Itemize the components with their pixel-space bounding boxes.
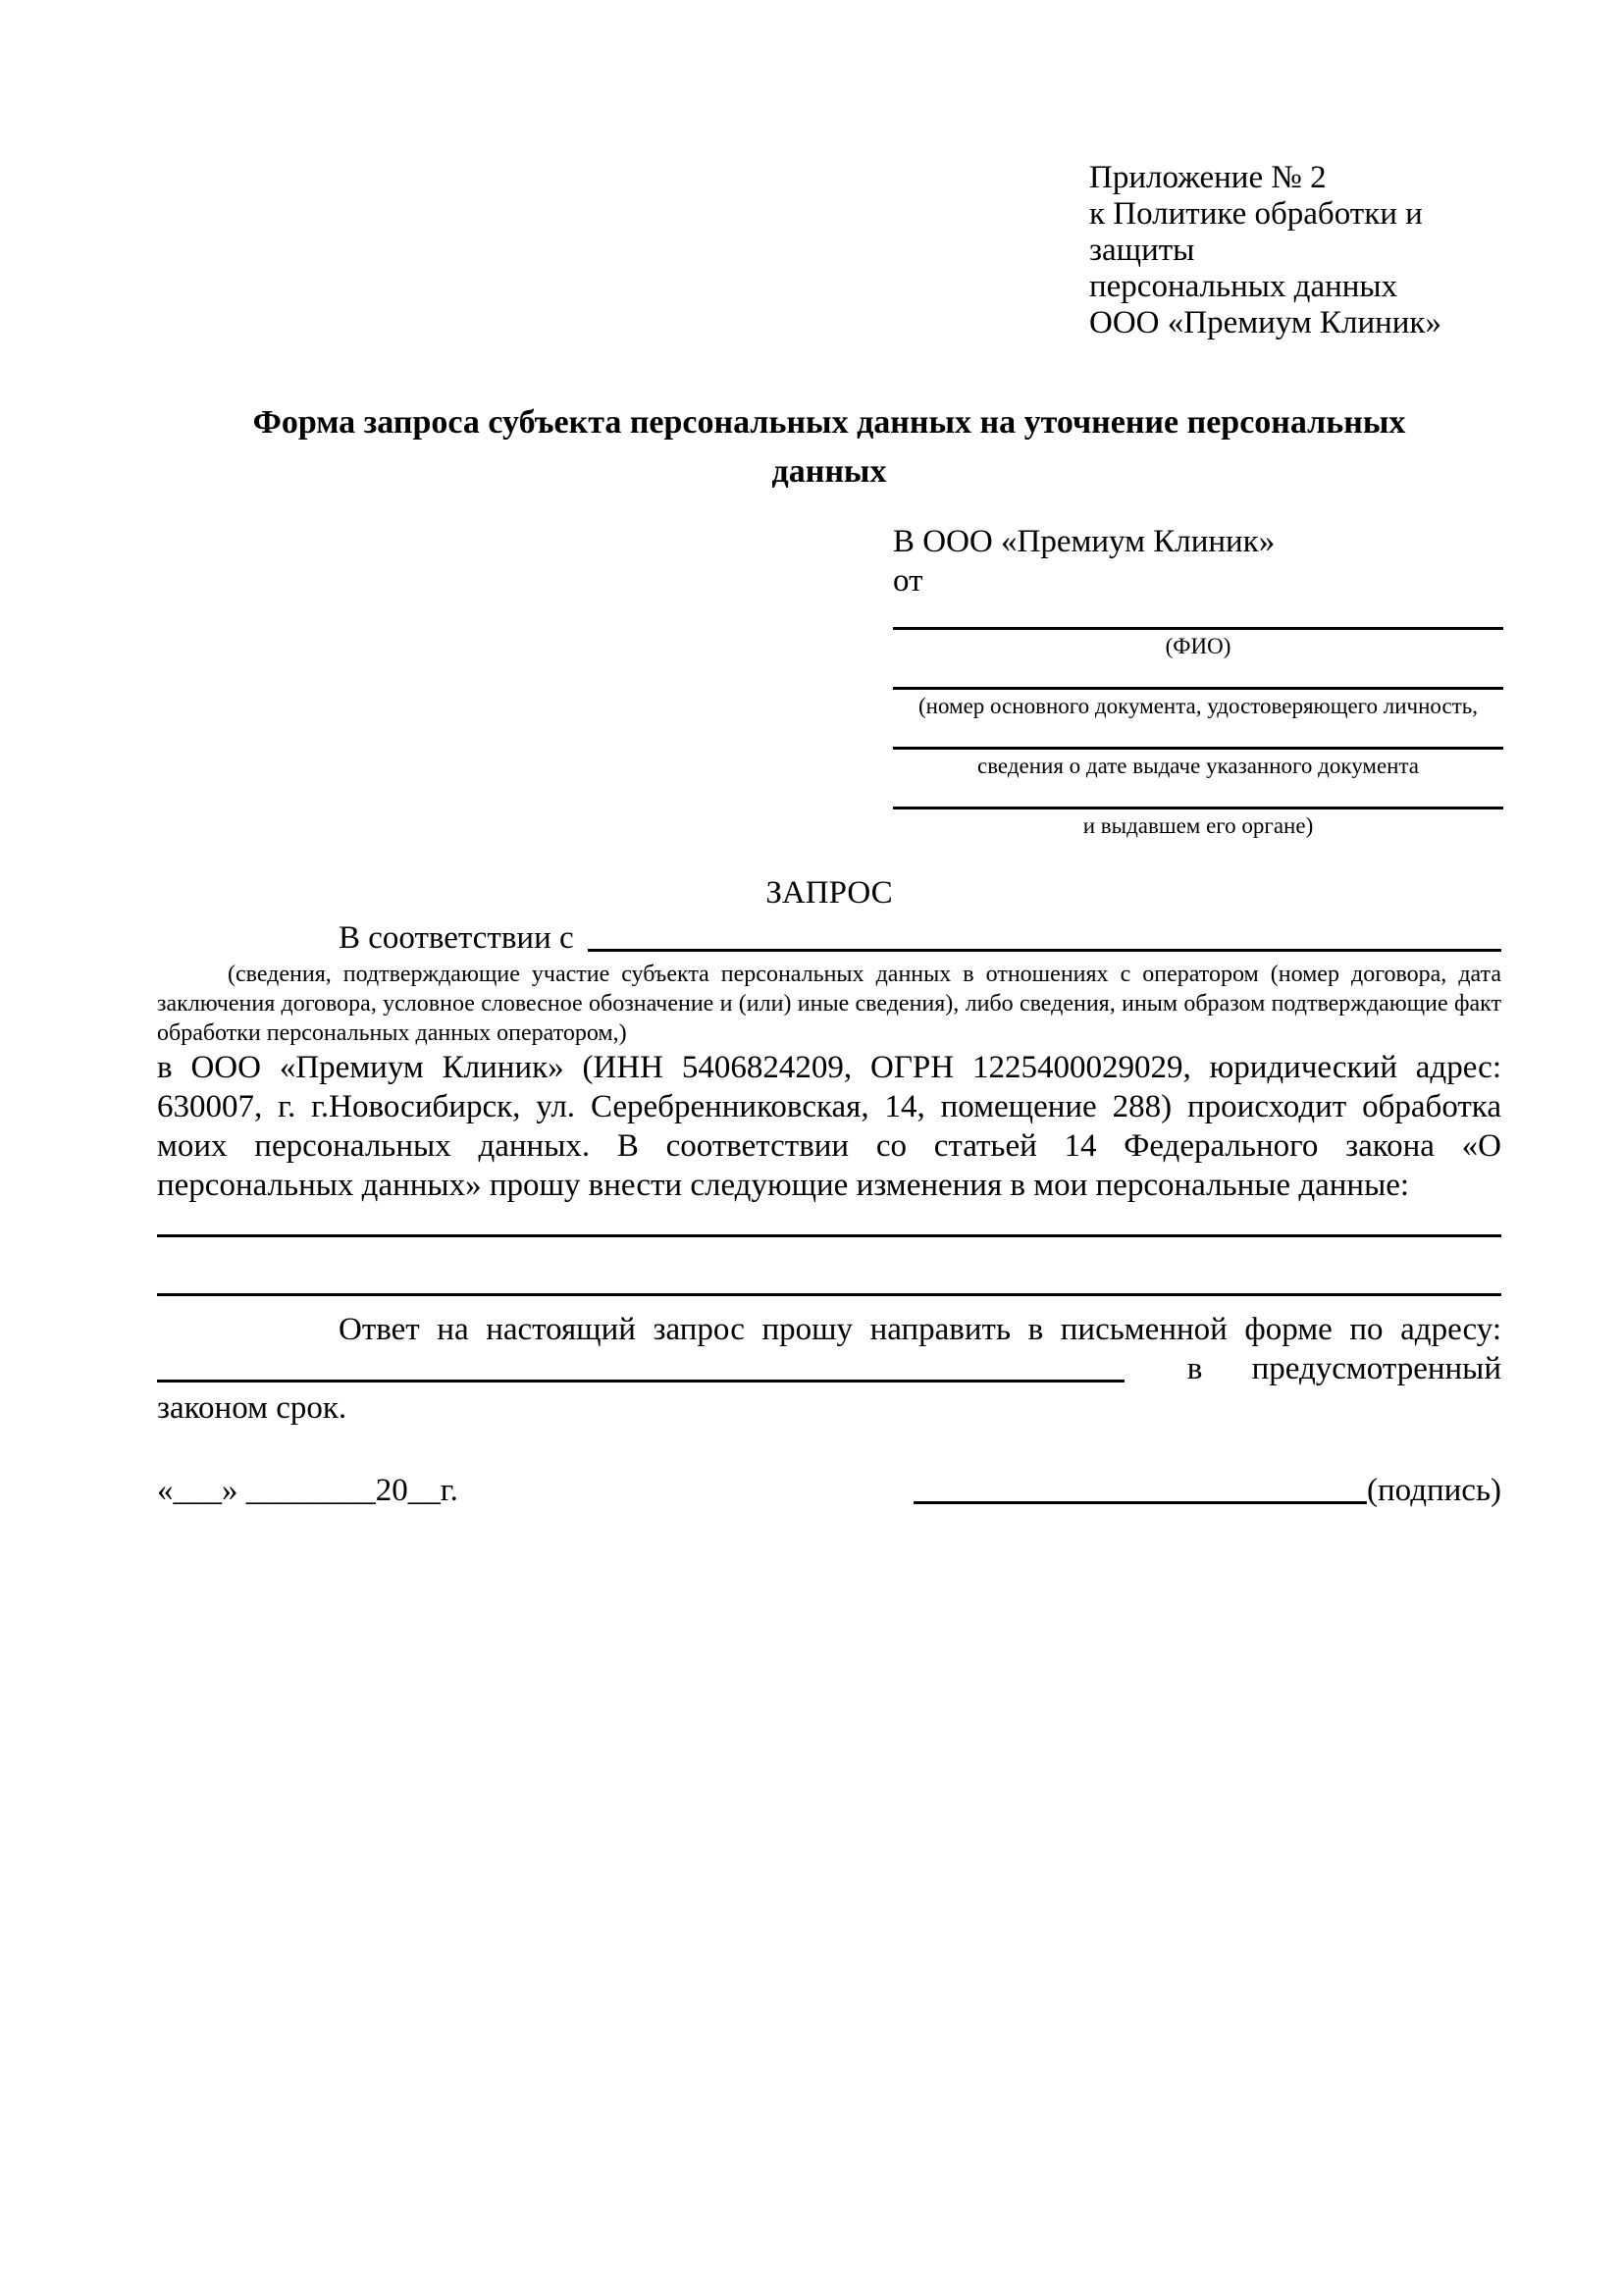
appendix-header [1089,160,1501,341]
addressee-from-label: от [893,563,923,599]
appendix-header-line-3: персональных данных [1089,269,1398,304]
signature-blank-line [914,1477,1367,1504]
reply-address-line [157,1349,1501,1388]
document-number-caption: (номер основного документа, удостоверяющего личность, [917,694,1478,718]
appendix-header-line-4: ООО «Премиум Клиник» [1089,305,1441,340]
request-intro-label: В соответствии с [339,920,574,956]
issuing-authority-blank-line [893,798,1503,809]
changes-blank-line-2 [157,1293,1501,1296]
form-field-fio [893,618,1503,660]
fio-caption: (ФИО) [1165,634,1231,658]
fio-blank-line [893,618,1503,630]
basis-blank-line [588,924,1501,952]
request-heading: ЗАПРОС [765,875,893,911]
addressee-block [893,522,1503,840]
document-title: Форма запроса субъекта персональных данных на уточнение персональных данных [252,404,1406,490]
issuing-authority-caption: и выдавшем его органе) [1082,813,1314,838]
document-number-blank-line [893,678,1503,690]
date-blank-line: «___» ________20__г. [157,1473,458,1508]
appendix-header-line-1: Приложение № 2 [1089,160,1327,195]
reply-address-sentence: Ответ на настоящий запрос прошу направить в письменной форме по адресу: [339,1312,1501,1347]
request-intro-line [157,918,1501,958]
form-field-issuing-authority [893,798,1503,840]
reply-end-text: законом срок. [157,1390,347,1426]
reply-address-blank-line [157,1355,1125,1383]
signature-caption: (подпись) [1367,1473,1501,1508]
issue-date-blank-line [893,738,1503,750]
appendix-header-line-2: к Политике обработки и защиты [1089,196,1423,268]
changes-blank-line-1 [157,1234,1501,1237]
issue-date-caption: сведения о дате выдаче указанного документа [976,754,1420,778]
form-field-document-number [893,678,1503,720]
signature-area [914,1471,1501,1510]
request-body-paragraph: в ООО «Премиум Клиник» (ИНН 5406824209, ОГРН 1225400029029, юридический адрес: 630007, г. г.Новосибирск, ул. Серебренниковская, 14, помещение 288) происходит обработка моих персональных данных. В соответствии со статьей 14 Федерального закона «О персональных данных» прошу внести следующие изменения в мои персональные данные: [157,1050,1501,1203]
form-field-issue-date [893,738,1503,780]
addressee-organization: В ООО «Премиум Клиник» [893,524,1276,559]
basis-footnote: (сведения, подтверждающие участие субъекта персональных данных в отношениях с оператором (номер договора, дата заключения договора, условное словесное обозначение и (или) иные сведения), либо сведения, иным образом подтверждающие факт обработки персональных данных оператором,) [157,962,1501,1046]
reply-tail-text: в предусмотренный [1186,1351,1501,1386]
date-signature-row [157,1471,1501,1510]
